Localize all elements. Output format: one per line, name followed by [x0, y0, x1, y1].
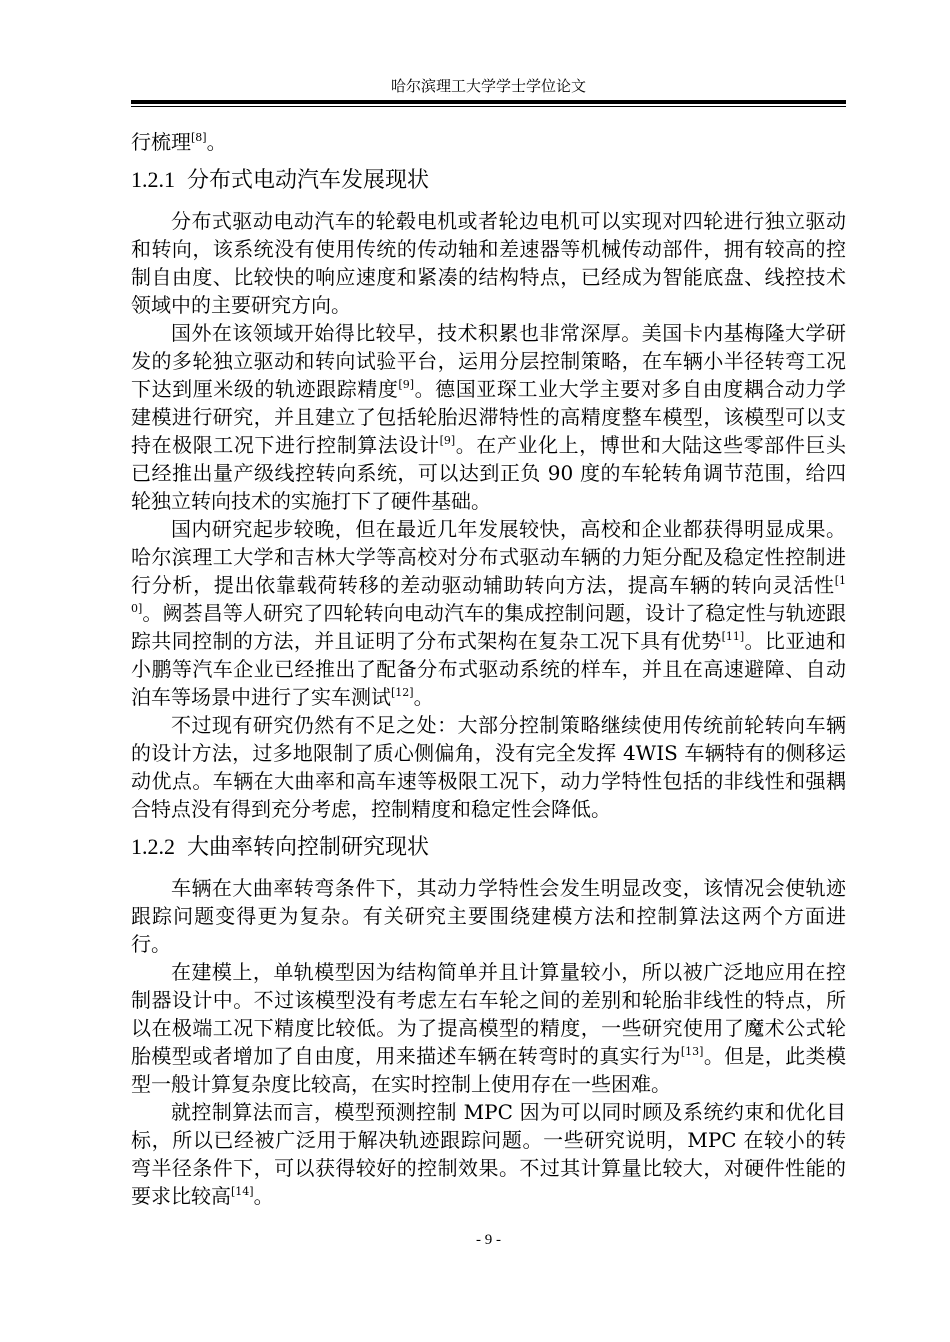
paragraph: 车辆在大曲率转弯条件下，其动力学特性会发生明显改变，该情况会使轨迹跟踪问题变得更为复杂。有关研究主要围绕建模方法和控制算法这两个方面进行。	[131, 876, 846, 956]
section-title: 分布式电动汽车发展现状	[187, 168, 430, 193]
running-header: 哈尔滨理工大学学士学位论文	[390, 77, 586, 95]
header-rule-thick	[131, 100, 846, 104]
header-rule-thin	[131, 106, 846, 107]
paragraph: 在建模上，单轨模型因为结构简单并且计算量较小，所以被广泛地应用在控制器设计中。不过该模型没有考虑左右车轮之间的差别和轮胎非线性的特点，所以在极端工况下精度比较低。为了提高模型的精度，一些研究使用了魔术公式轮胎模型或者增加了自由度，用来描述车辆在转弯时的真实行为[13]。但是，此类模型一般计算复杂度比较高，在实时控制上使用存在一些困难。	[131, 960, 847, 1096]
paragraph: 国外在该领域开始得比较早，技术积累也非常深厚。美国卡内基梅隆大学研发的多轮独立驱动和转向试验平台，运用分层控制策略，在车辆小半径转弯工况下达到厘米级的轨迹跟踪精度[9]。德国亚琛工业大学主要对多自由度耦合动力学建模进行研究，并且建立了包括轮胎迟滞特性的高精度整车模型，该模型可以支持在极限工况下进行控制算法设计[9]。在产业化上，博世和大陆这些零部件巨头已经推出量产级线控转向系统，可以达到正负 90 度的车轮转角调节范围，给四轮独立转向技术的实施打下了硬件基础。	[131, 321, 847, 513]
citation: [9]	[398, 378, 415, 391]
section-heading-1-2-1	[131, 166, 846, 195]
page-number: - 9 -	[476, 1232, 501, 1248]
page-body	[131, 128, 846, 1210]
paragraph: 国内研究起步较晚，但在最近几年发展较快，高校和企业都获得明显成果。哈尔滨理工大学和吉林大学等高校对分布式驱动车辆的力矩分配及稳定性控制进行分析，提出依靠载荷转移的差动驱动辅助转向方法，提高车辆的转向灵活性[10]。阙荟昌等人研究了四轮转向电动汽车的集成控制问题，设计了稳定性与轨迹跟踪共同控制的方法，并且证明了分布式架构在复杂工况下具有优势[11]。比亚迪和小鹏等汽车企业已经推出了配备分布式驱动系统的样车，并且在高速避障、自动泊车等场景中进行了实车测试[12]。	[131, 517, 847, 709]
paragraph: 不过现有研究仍然有不足之处：大部分控制策略继续使用传统前轮转向车辆的设计方法，过多地限制了质心侧偏角，没有完全发挥 4WIS 车辆特有的侧移运动优点。车辆在大曲率和高车速等极限工况下，动力学特性包括的非线性和强耦合特点没有得到充分考虑，控制精度和稳定性会降低。	[131, 713, 846, 821]
citation: [11]	[721, 630, 745, 643]
intro-continuation: 行梳理[8]。	[131, 130, 227, 154]
citation: [13]	[680, 1045, 704, 1058]
citation: [12]	[391, 686, 414, 699]
paragraph: 就控制算法而言，模型预测控制 MPC 因为可以同时顾及系统约束和优化目标，所以已经被广泛用于解决轨迹跟踪问题。一些研究说明，MPC 在较小的转弯半径条件下，可以获得较好的控制效果。不过其计算量比较大，对硬件性能的要求比较高[14]。	[131, 1100, 846, 1208]
citation: [10]	[131, 574, 846, 615]
section-number: 1.2.1	[131, 167, 175, 192]
citation: [9]	[439, 434, 456, 447]
section-number: 1.2.2	[131, 834, 175, 859]
citation: [8]	[191, 131, 207, 144]
section-title: 大曲率转向控制研究现状	[187, 835, 430, 860]
citation: [14]	[231, 1185, 254, 1198]
paragraph: 分布式驱动电动汽车的轮毂电机或者轮边电机可以实现对四轮进行独立驱动和转向，该系统没有使用传统的传动轴和差速器等机械传动部件，拥有较高的控制自由度、比较快的响应速度和紧凑的结构特点，已经成为智能底盘、线控技术领域中的主要研究方向。	[131, 209, 846, 317]
section-heading-1-2-2	[131, 833, 846, 862]
